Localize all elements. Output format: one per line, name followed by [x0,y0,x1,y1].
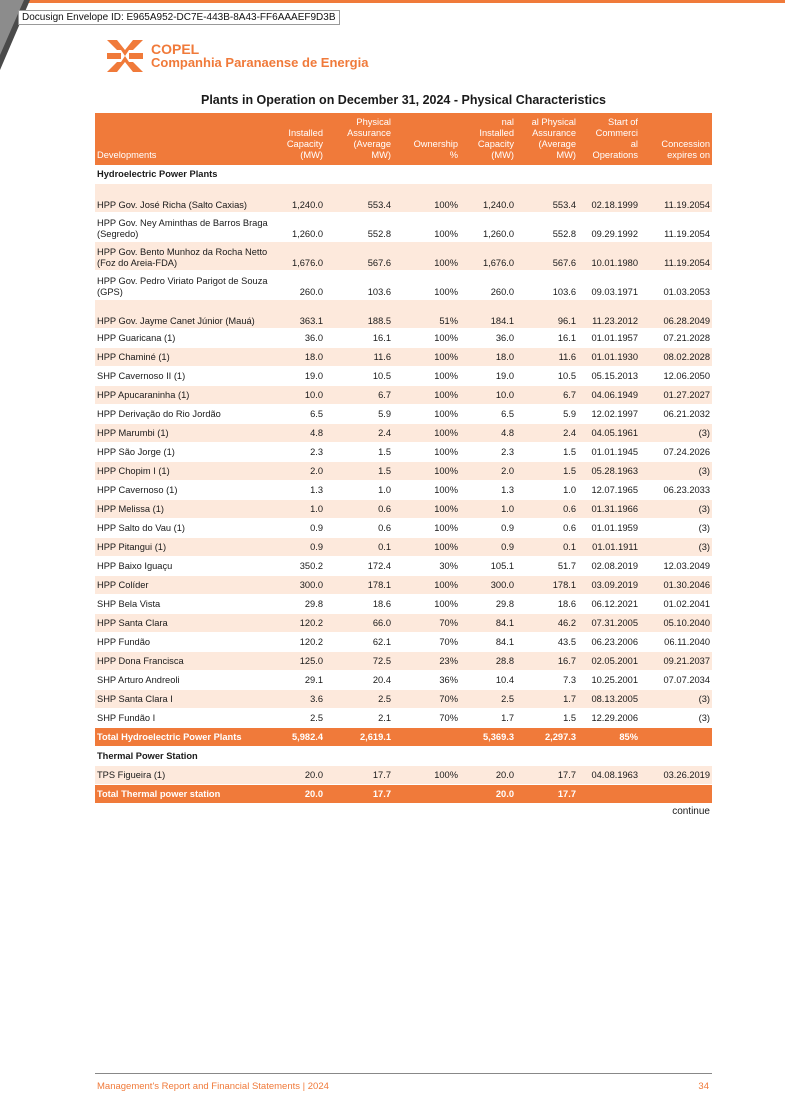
cell-value: 11.19.2054 [640,213,712,242]
table-row [95,671,712,690]
table-row [95,538,712,557]
cell-value: 09.03.1971 [578,271,640,300]
cell-development: HPP Gov. Jayme Canet Júnior (Mauá) [95,300,275,329]
cell-value: 09.21.2037 [640,652,712,671]
cell-value: 553.4 [325,184,393,213]
page-title: Plants in Operation on December 31, 2024 - Physical Characteristics [200,93,607,107]
cell-value: 100% [393,329,460,348]
cell-development: SHP Fundão I [95,709,275,728]
cell-value: 36.0 [460,329,516,348]
cell-value: 02.05.2001 [578,652,640,671]
cell-value: 06.12.2021 [578,595,640,614]
cell-value: 20.0 [460,766,516,785]
top-accent-bar [0,0,785,3]
table-row [95,386,712,405]
cell-value: 10.5 [325,367,393,386]
table-row [95,481,712,500]
cell-value: 100% [393,405,460,424]
cell-value: 5,369.3 [460,728,516,747]
table-row [95,766,712,785]
cell-value: 1.7 [516,690,578,709]
cell-value: 4.8 [275,424,325,443]
section-thermal [95,747,712,766]
cell-value: 2.0 [460,462,516,481]
table-row [95,271,712,300]
table-row [95,557,712,576]
cell-value: 1,240.0 [275,184,325,213]
cell-value: 1,260.0 [460,213,516,242]
cell-value: 2.0 [275,462,325,481]
cell-value: 0.6 [516,500,578,519]
cell-value: 12.07.1965 [578,481,640,500]
cell-value: 552.8 [325,213,393,242]
cell-development: TPS Figueira (1) [95,766,275,785]
cell-value: 0.1 [325,538,393,557]
cell-development: HPP Guaricana (1) [95,329,275,348]
cell-development: HPP Fundão [95,633,275,652]
cell-value: 07.24.2026 [640,443,712,462]
col-header-installed-capacity: Installed Capacity (MW) [275,113,325,165]
cell-value: 07.31.2005 [578,614,640,633]
cell-value: 11.6 [325,348,393,367]
cell-value: 0.1 [516,538,578,557]
cell-value: (3) [640,500,712,519]
cell-value: 06.21.2032 [640,405,712,424]
cell-value: 18.0 [460,348,516,367]
cell-value: 23% [393,652,460,671]
cell-value: 1.0 [516,481,578,500]
cell-value: 2,619.1 [325,728,393,747]
cell-value: 06.11.2040 [640,633,712,652]
cell-value: 2.4 [516,424,578,443]
cell-value: 100% [393,538,460,557]
cell-value: 100% [393,766,460,785]
cell-value: 100% [393,424,460,443]
cell-development: HPP Gov. Ney Aminthas de Barros Braga (Segredo) [95,213,275,242]
cell-value: (3) [640,690,712,709]
cell-value: 10.01.1980 [578,242,640,271]
cell-value: 0.9 [275,538,325,557]
cell-value: 01.30.2046 [640,576,712,595]
cell-development: HPP Chopim I (1) [95,462,275,481]
cell-value: 70% [393,614,460,633]
cell-value: 11.6 [516,348,578,367]
table-row [95,595,712,614]
cell-value: 12.02.1997 [578,405,640,424]
table-row [95,462,712,481]
cell-value: 2.5 [275,709,325,728]
cell-value: 16.1 [325,329,393,348]
cell-development: SHP Arturo Andreoli [95,671,275,690]
cell-value: 01.27.2027 [640,386,712,405]
cell-value [393,785,460,804]
col-header-ownership: Ownership % [393,113,460,165]
cell-value: (3) [640,519,712,538]
cell-value: 2.1 [325,709,393,728]
cell-value: 1.3 [275,481,325,500]
table-row [95,213,712,242]
cell-value: 20.0 [275,766,325,785]
cell-value: 553.4 [516,184,578,213]
cell-development: HPP Gov. Pedro Viriato Parigot de Souza (GPS) [95,271,275,300]
cell-value: 2.5 [460,690,516,709]
cell-value: 09.29.1992 [578,213,640,242]
cell-value: 7.3 [516,671,578,690]
section-label: Thermal Power Station [95,747,712,766]
cell-value: 3.6 [275,690,325,709]
table-row [95,709,712,728]
cell-value: 103.6 [325,271,393,300]
cell-value: 70% [393,633,460,652]
col-header-proportional-capacity: nal Installed Capacity (MW) [460,113,516,165]
cell-value: 11.19.2054 [640,242,712,271]
cell-value: 172.4 [325,557,393,576]
cell-development: HPP Baixo Iguaçu [95,557,275,576]
cell-value: 100% [393,184,460,213]
cell-value: 01.01.1945 [578,443,640,462]
cell-value: 6.7 [516,386,578,405]
cell-value: 07.07.2034 [640,671,712,690]
table-row [95,633,712,652]
cell-value: 260.0 [460,271,516,300]
cell-value: 84.1 [460,614,516,633]
cell-value: 100% [393,348,460,367]
cell-value: 100% [393,443,460,462]
table-row [95,614,712,633]
cell-value: 17.7 [516,785,578,804]
cell-value: 08.13.2005 [578,690,640,709]
cell-value: 100% [393,271,460,300]
cell-value: 100% [393,462,460,481]
table-row [95,184,712,213]
cell-development: SHP Bela Vista [95,595,275,614]
cell-value: 30% [393,557,460,576]
cell-value: 02.08.2019 [578,557,640,576]
cell-value: 6.7 [325,386,393,405]
cell-development: Total Hydroelectric Power Plants [95,728,275,747]
col-header-concession-expiry: Concession expires on [640,113,712,165]
cell-value: 01.02.2041 [640,595,712,614]
corner-decoration-inner [0,0,24,55]
cell-value: 51.7 [516,557,578,576]
copel-logo-icon [105,38,145,74]
cell-value: 1.5 [325,462,393,481]
cell-value: 20.0 [275,785,325,804]
cell-value: 36% [393,671,460,690]
cell-value: 100% [393,386,460,405]
cell-value: 03.26.2019 [640,766,712,785]
cell-value: 01.01.1930 [578,348,640,367]
cell-value: 18.0 [275,348,325,367]
cell-value: 05.28.1963 [578,462,640,481]
cell-value: 178.1 [516,576,578,595]
cell-development: HPP Melissa (1) [95,500,275,519]
cell-value: 1.5 [516,462,578,481]
table-row [95,348,712,367]
cell-development: HPP Apucaraninha (1) [95,386,275,405]
cell-value: 04.05.1961 [578,424,640,443]
cell-development: SHP Santa Clara I [95,690,275,709]
cell-value: 178.1 [325,576,393,595]
cell-value: 08.02.2028 [640,348,712,367]
cell-value: 16.7 [516,652,578,671]
cell-value: 66.0 [325,614,393,633]
cell-value: 2.4 [325,424,393,443]
cell-value: (3) [640,462,712,481]
cell-value: 51% [393,300,460,329]
cell-value: 1.3 [460,481,516,500]
cell-value: 567.6 [516,242,578,271]
cell-value: 100% [393,367,460,386]
cell-value: 03.09.2019 [578,576,640,595]
cell-value: 1.5 [516,443,578,462]
cell-value: 01.01.1959 [578,519,640,538]
cell-value: 06.28.2049 [640,300,712,329]
brand-name: COPEL [151,41,200,57]
cell-value: 43.5 [516,633,578,652]
cell-development: HPP Salto do Vau (1) [95,519,275,538]
cell-value: 10.0 [275,386,325,405]
cell-value [578,785,640,804]
cell-value: 1,676.0 [275,242,325,271]
cell-value: 552.8 [516,213,578,242]
cell-value: 20.0 [460,785,516,804]
table-row [95,242,712,271]
cell-value: 28.8 [460,652,516,671]
cell-value: 1.0 [460,500,516,519]
cell-value: 18.6 [325,595,393,614]
cell-value: 300.0 [460,576,516,595]
cell-value: (3) [640,709,712,728]
continue-label: continue [672,806,710,817]
cell-development: HPP Colíder [95,576,275,595]
cell-value: 04.06.1949 [578,386,640,405]
cell-value: 19.0 [275,367,325,386]
cell-value: 10.4 [460,671,516,690]
cell-value: 70% [393,690,460,709]
table-row [95,424,712,443]
cell-value: 11.19.2054 [640,184,712,213]
cell-value: 29.1 [275,671,325,690]
cell-development: HPP São Jorge (1) [95,443,275,462]
cell-value: 96.1 [516,300,578,329]
cell-value: 06.23.2033 [640,481,712,500]
cell-development: HPP Pitangui (1) [95,538,275,557]
cell-value: 17.7 [325,766,393,785]
table-header-row [95,113,712,165]
cell-value: 11.23.2012 [578,300,640,329]
total-row-thermal [95,785,712,804]
section-hydro [95,165,712,184]
cell-value: 2.3 [275,443,325,462]
cell-value: 1,676.0 [460,242,516,271]
cell-value: 1.0 [325,481,393,500]
footer-text: Management's Report and Financial Statements | 2024 [97,1081,329,1092]
cell-value: 2.5 [325,690,393,709]
cell-value: 18.6 [516,595,578,614]
cell-value: 0.9 [275,519,325,538]
cell-value: 5,982.4 [275,728,325,747]
cell-development: HPP Dona Francisca [95,652,275,671]
table-row [95,519,712,538]
cell-value: 07.21.2028 [640,329,712,348]
cell-value: (3) [640,538,712,557]
cell-value: 62.1 [325,633,393,652]
cell-value: 84.1 [460,633,516,652]
cell-development: HPP Santa Clara [95,614,275,633]
page-number: 34 [698,1081,709,1092]
cell-value: 06.23.2006 [578,633,640,652]
cell-value: 10.0 [460,386,516,405]
cell-value: 10.5 [516,367,578,386]
cell-value: 12.06.2050 [640,367,712,386]
cell-value: 0.6 [325,500,393,519]
col-header-start-operations: Start of Commerci al Operations [578,113,640,165]
cell-value: 120.2 [275,633,325,652]
cell-value: (3) [640,424,712,443]
cell-value: 01.01.1957 [578,329,640,348]
cell-value: 100% [393,242,460,271]
cell-value: 100% [393,481,460,500]
table-row [95,300,712,329]
cell-value: 350.2 [275,557,325,576]
cell-development: HPP Gov. José Richa (Salto Caxias) [95,184,275,213]
cell-value: 5.9 [516,405,578,424]
cell-value: 05.10.2040 [640,614,712,633]
cell-value: 1,240.0 [460,184,516,213]
cell-development: HPP Chaminé (1) [95,348,275,367]
cell-value: 300.0 [275,576,325,595]
table-row [95,690,712,709]
cell-value: 29.8 [275,595,325,614]
cell-value: 02.18.1999 [578,184,640,213]
cell-value: 125.0 [275,652,325,671]
cell-value: 184.1 [460,300,516,329]
cell-value: 12.29.2006 [578,709,640,728]
cell-value: 0.9 [460,538,516,557]
cell-value [640,785,712,804]
cell-value: 567.6 [325,242,393,271]
cell-value: 100% [393,595,460,614]
cell-value: 103.6 [516,271,578,300]
total-row-hydro [95,728,712,747]
footer-divider [95,1073,712,1074]
cell-value: 100% [393,500,460,519]
cell-value: 01.03.2053 [640,271,712,300]
cell-value: 105.1 [460,557,516,576]
cell-development: SHP Cavernoso II (1) [95,367,275,386]
col-header-physical-assurance: Physical Assurance (Average MW) [325,113,393,165]
cell-value: 363.1 [275,300,325,329]
cell-value: 0.6 [325,519,393,538]
table-body [95,165,712,804]
cell-value [393,728,460,747]
table-row [95,652,712,671]
cell-value: 20.4 [325,671,393,690]
table-row [95,500,712,519]
table-row [95,367,712,386]
cell-value: 04.08.1963 [578,766,640,785]
col-header-proportional-assurance: al Physical Assurance (Average MW) [516,113,578,165]
cell-development: HPP Cavernoso (1) [95,481,275,500]
cell-value: 2,297.3 [516,728,578,747]
envelope-id: Docusign Envelope ID: E965A952-DC7E-443B-8A43-FF6AAAEF9D3B [18,10,340,25]
cell-development: HPP Gov. Bento Munhoz da Rocha Netto (Foz do Areia-FDA) [95,242,275,271]
cell-value: 05.15.2013 [578,367,640,386]
table-row [95,576,712,595]
cell-value [640,728,712,747]
cell-value: 70% [393,709,460,728]
cell-value: 100% [393,519,460,538]
cell-value: 85% [578,728,640,747]
brand-full-name: Companhia Paranaense de Energia [151,55,369,70]
cell-value: 6.5 [460,405,516,424]
cell-value: 1.5 [516,709,578,728]
cell-value: 36.0 [275,329,325,348]
cell-value: 46.2 [516,614,578,633]
brand-block [151,42,368,70]
cell-value: 6.5 [275,405,325,424]
cell-value: 0.9 [460,519,516,538]
cell-value: 1.7 [460,709,516,728]
plants-table [95,113,712,804]
cell-value: 188.5 [325,300,393,329]
cell-value: 1.0 [275,500,325,519]
cell-value: 17.7 [325,785,393,804]
col-header-developments: Developments [95,113,275,165]
table-row [95,405,712,424]
cell-value: 10.25.2001 [578,671,640,690]
cell-value: 29.8 [460,595,516,614]
cell-value: 19.0 [460,367,516,386]
cell-value: 100% [393,576,460,595]
table-row [95,329,712,348]
cell-development: HPP Derivação do Rio Jordão [95,405,275,424]
cell-value: 0.6 [516,519,578,538]
cell-value: 01.01.1911 [578,538,640,557]
cell-value: 5.9 [325,405,393,424]
cell-value: 17.7 [516,766,578,785]
cell-value: 2.3 [460,443,516,462]
cell-value: 4.8 [460,424,516,443]
cell-value: 16.1 [516,329,578,348]
cell-value: 100% [393,213,460,242]
section-label: Hydroelectric Power Plants [95,165,712,184]
cell-development: HPP Marumbi (1) [95,424,275,443]
cell-value: 260.0 [275,271,325,300]
cell-value: 1,260.0 [275,213,325,242]
cell-value: 01.31.1966 [578,500,640,519]
table-row [95,443,712,462]
cell-value: 12.03.2049 [640,557,712,576]
cell-value: 72.5 [325,652,393,671]
cell-value: 1.5 [325,443,393,462]
cell-value: 120.2 [275,614,325,633]
cell-development: Total Thermal power station [95,785,275,804]
